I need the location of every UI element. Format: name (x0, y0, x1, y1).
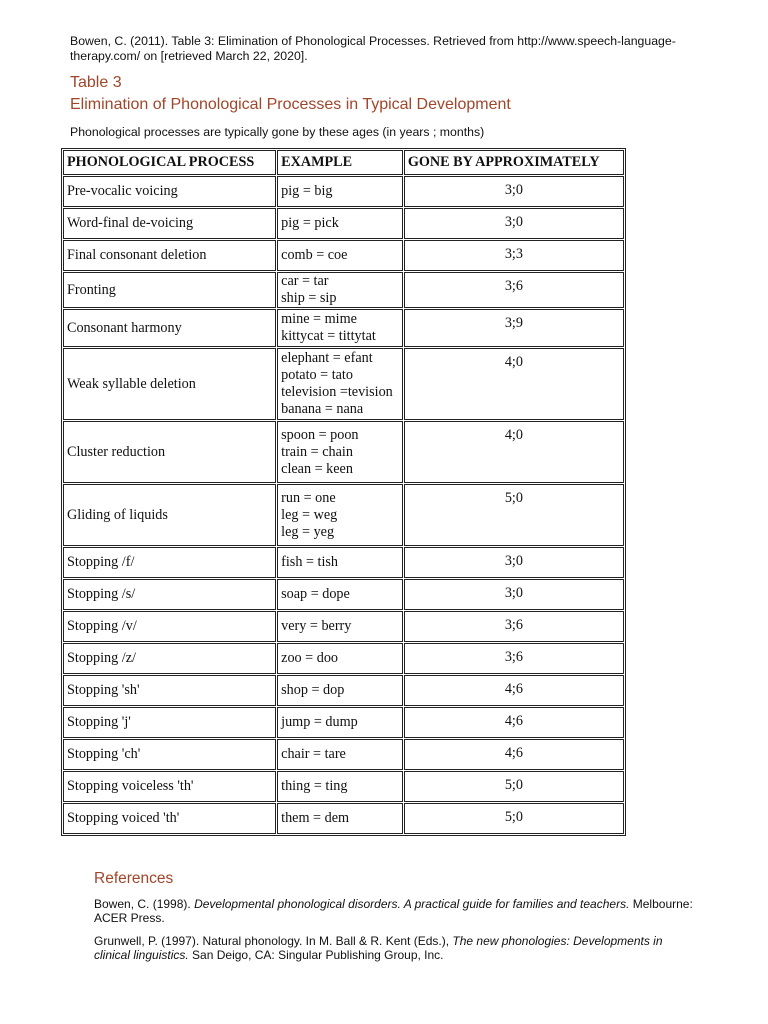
reference-item (94, 898, 694, 925)
header-example: EXAMPLE (277, 150, 403, 175)
table-row (63, 611, 624, 642)
table-row (63, 579, 624, 610)
age-cell: 3;9 (404, 309, 624, 347)
process-cell: Consonant harmony (63, 309, 276, 347)
process-cell: Stopping 'ch' (63, 739, 276, 770)
age-cell: 3;3 (404, 240, 624, 271)
table-row (63, 675, 624, 706)
example-line: soap = dope (281, 586, 350, 602)
table-row (63, 309, 624, 347)
table-title: Elimination of Phonological Processes in Typical Development (70, 96, 511, 113)
process-cell: Final consonant deletion (63, 240, 276, 271)
example-cell (277, 707, 403, 738)
table-row (63, 348, 624, 420)
process-cell: Cluster reduction (63, 421, 276, 483)
example-line: shop = dop (281, 682, 345, 698)
process-cell: Stopping voiceless 'th' (63, 771, 276, 802)
age-cell: 5;0 (404, 484, 624, 546)
reference-title: Developmental phonological disorders. A practical guide for families and teachers. (194, 897, 630, 911)
example-line: them = dem (281, 810, 350, 826)
example-line: elephant = efant (281, 350, 373, 366)
example-line: pig = pick (281, 215, 339, 231)
example-line: potato = tato (281, 367, 353, 383)
age-cell: 3;6 (404, 272, 624, 308)
example-cell (277, 547, 403, 578)
reference-title: The new phonologies: Developments in clinical linguistics. (94, 934, 663, 962)
references-heading: References (94, 870, 174, 887)
process-cell: Gliding of liquids (63, 484, 276, 546)
table-row (63, 803, 624, 834)
example-cell (277, 803, 403, 834)
example-line: banana = nana (281, 401, 364, 417)
age-cell: 4;6 (404, 707, 624, 738)
example-cell (277, 348, 403, 420)
header-process: PHONOLOGICAL PROCESS (63, 150, 276, 175)
table-row (63, 208, 624, 239)
table-row (63, 421, 624, 483)
reference-item (94, 935, 694, 962)
reference-text: Bowen, C. (1998). (94, 897, 195, 911)
example-line: fish = tish (281, 554, 339, 570)
age-cell: 5;0 (404, 771, 624, 802)
table-subtitle: Phonological processes are typically gone by these ages (in years ; months) (70, 125, 485, 139)
example-cell (277, 309, 403, 347)
age-cell: 3;0 (404, 208, 624, 239)
example-line: zoo = doo (281, 650, 339, 666)
process-cell: Stopping voiced 'th' (63, 803, 276, 834)
example-line: pig = big (281, 183, 333, 199)
phonological-processes-table (61, 148, 626, 836)
reference-text: Grunwell, P. (1997). Natural phonology. In M. Ball & R. Kent (Eds.), (94, 934, 453, 948)
age-cell: 3;6 (404, 643, 624, 674)
age-cell: 3;0 (404, 547, 624, 578)
process-cell: Stopping /f/ (63, 547, 276, 578)
age-cell: 3;0 (404, 176, 624, 207)
age-cell: 4;0 (404, 348, 624, 420)
table-row (63, 240, 624, 271)
example-cell (277, 675, 403, 706)
example-line: chair = tare (281, 746, 346, 762)
example-line: mine = mime (281, 311, 357, 327)
process-cell: Pre-vocalic voicing (63, 176, 276, 207)
table-row (63, 176, 624, 207)
table-row (63, 771, 624, 802)
reference-text: San Deigo, CA: Singular Publishing Group, Inc. (188, 947, 444, 962)
table-row (63, 484, 624, 546)
example-cell (277, 739, 403, 770)
age-cell: 4;0 (404, 421, 624, 483)
source-citation: Bowen, C. (2011). Table 3: Elimination of Phonological Processes. Retrieved from http://www.speech-language-therapy.com/ on [retrieved March 22, 2020]. (70, 34, 676, 63)
example-cell (277, 208, 403, 239)
example-cell (277, 484, 403, 546)
table-header-row (63, 150, 624, 175)
example-line: leg = yeg (281, 523, 335, 540)
example-line: clean = keen (281, 460, 353, 477)
age-cell: 4;6 (404, 675, 624, 706)
example-line: car = tar (281, 273, 329, 289)
example-line: comb = coe (281, 247, 348, 263)
age-cell: 4;6 (404, 739, 624, 770)
example-line: leg = weg (281, 506, 338, 523)
process-cell: Stopping /z/ (63, 643, 276, 674)
table-label: Table 3 (70, 74, 122, 91)
example-line: jump = dump (281, 714, 358, 730)
process-cell: Stopping /s/ (63, 579, 276, 610)
process-cell: Word-final de-voicing (63, 208, 276, 239)
process-cell: Stopping /v/ (63, 611, 276, 642)
example-cell (277, 421, 403, 483)
age-cell: 3;6 (404, 611, 624, 642)
header-age: GONE BY APPROXIMATELY (404, 150, 624, 175)
table-row (63, 272, 624, 308)
example-cell (277, 611, 403, 642)
example-line: run = one (281, 489, 336, 506)
age-cell: 3;0 (404, 579, 624, 610)
example-line: thing = ting (281, 778, 348, 794)
example-line: television =tevision (281, 384, 393, 400)
example-line: train = chain (281, 443, 353, 460)
example-cell (277, 643, 403, 674)
example-line: ship = sip (281, 290, 337, 306)
example-cell (277, 771, 403, 802)
process-cell: Fronting (63, 272, 276, 308)
process-cell: Stopping 'sh' (63, 675, 276, 706)
table-body (63, 176, 624, 834)
table-row (63, 739, 624, 770)
table-row (63, 547, 624, 578)
process-cell: Stopping 'j' (63, 707, 276, 738)
age-cell: 5;0 (404, 803, 624, 834)
example-cell (277, 240, 403, 271)
example-line: very = berry (281, 618, 352, 634)
example-cell (277, 272, 403, 308)
table-row (63, 643, 624, 674)
example-line: kittycat = tittytat (281, 328, 376, 344)
example-cell (277, 176, 403, 207)
example-line: spoon = poon (281, 426, 359, 443)
reference-text: Melbourne: ACER Press. (94, 897, 693, 925)
table-row (63, 707, 624, 738)
example-cell (277, 579, 403, 610)
process-cell: Weak syllable deletion (63, 348, 276, 420)
